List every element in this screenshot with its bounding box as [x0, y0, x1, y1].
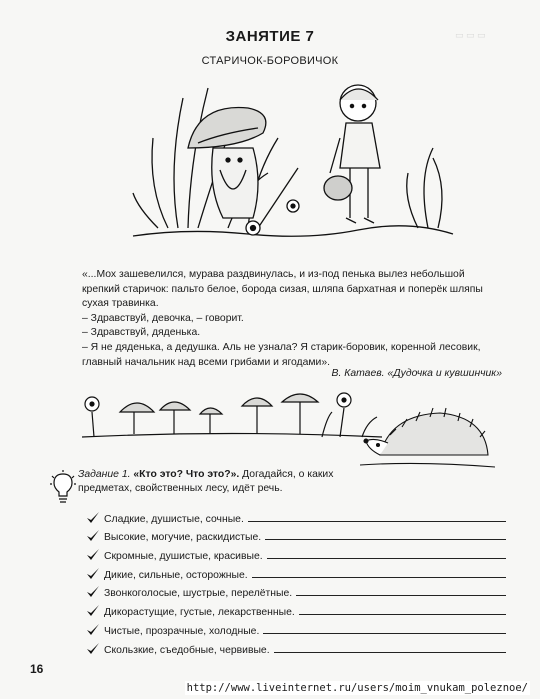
answer-line[interactable]	[296, 595, 506, 596]
answer-line[interactable]	[274, 652, 506, 653]
list-item	[86, 525, 506, 544]
hedgehog-illustration	[360, 405, 495, 475]
quote-source: В. Катаев. «Дудочка и кувшинчик»	[331, 368, 502, 379]
answer-line[interactable]	[267, 558, 506, 559]
mushrooms-illustration	[82, 382, 382, 442]
answer-line[interactable]	[252, 577, 506, 578]
lesson-title: ЗАНЯТИЕ 7	[225, 28, 315, 45]
item-text: Сладкие, душистые, сочные.	[104, 513, 244, 525]
checkmark-icon	[86, 585, 100, 599]
checkmark-icon	[86, 548, 100, 562]
answer-list	[86, 506, 506, 656]
task-block	[78, 468, 378, 496]
story-quote	[82, 268, 502, 370]
list-item	[86, 599, 506, 618]
checkmark-icon	[86, 623, 100, 637]
quote-line: – Здравствуй, девочка, – говорит.	[82, 312, 244, 324]
list-item	[86, 637, 506, 656]
task-name: «Кто это? Что это?».	[133, 469, 240, 480]
watermark-url: http://www.liveinternet.ru/users/moim_vnukam_poleznoe/	[186, 682, 528, 694]
list-item	[86, 506, 506, 525]
item-text: Чистые, прозрачные, холодные.	[104, 625, 260, 637]
lightbulb-icon	[50, 470, 76, 504]
checkmark-icon	[86, 567, 100, 581]
answer-line[interactable]	[265, 539, 506, 540]
checkmark-icon	[86, 511, 100, 525]
story-title: СТАРИЧОК-БОРОВИЧОК	[201, 55, 339, 67]
item-text: Дикорастущие, густые, лекарственные.	[104, 607, 295, 619]
mushroom-girl-illustration	[128, 78, 458, 253]
checkmark-icon	[86, 642, 100, 656]
list-item	[86, 562, 506, 581]
page-number: 16	[30, 662, 44, 676]
checkmark-icon	[86, 604, 100, 618]
quote-line: – Я не дяденька, а дедушка. Аль не узнала? Я старик-боровик, коренной лесовик, главный начальник над всеми грибами и ягодами».	[82, 341, 481, 368]
item-text: Скромные, душистые, красивые.	[104, 551, 263, 563]
checkmark-icon	[86, 529, 100, 543]
item-text: Дикие, сильные, осторожные.	[104, 569, 248, 581]
list-item	[86, 543, 506, 562]
item-text: Звонкоголосые, шустрые, перелётные.	[104, 588, 293, 600]
list-item	[86, 581, 506, 600]
list-item	[86, 618, 506, 637]
quote-line: – Здравствуй, дяденька.	[82, 327, 201, 339]
item-text: Высокие, могучие, раскидистые.	[104, 532, 262, 544]
answer-line[interactable]	[248, 521, 506, 522]
task-label: Задание 1.	[78, 469, 131, 480]
item-text: Скользкие, съедобные, червивые.	[104, 644, 270, 656]
show-through: ▭ ▭ ▭	[455, 30, 486, 40]
answer-line[interactable]	[263, 633, 506, 634]
answer-line[interactable]	[299, 614, 506, 615]
task-instruction: Догадайся, о каких предметах, свойственных лесу, идёт речь.	[78, 469, 334, 494]
quote-line: «...Мох зашевелился, мурава раздвинулась, и из-под пенька вылез небольшой крепкий старичок: пальто белое, борода сизая, шляпа бархатная и поперёк шляпы сухая травинка.	[82, 269, 483, 310]
